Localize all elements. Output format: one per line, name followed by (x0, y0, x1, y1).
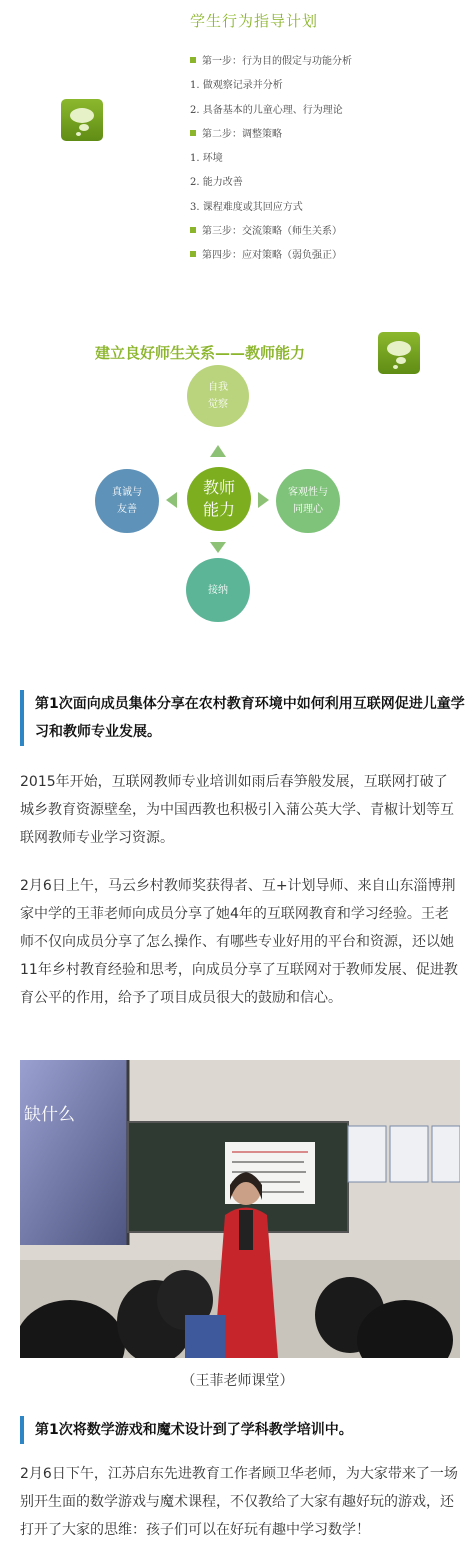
square-bullet-icon (190, 130, 196, 136)
step-label: 1. 做观察记录并分析 (190, 80, 283, 92)
step-item (190, 244, 352, 268)
speech-bubble-icon (61, 99, 103, 141)
circle-label: 教师 (202, 478, 235, 497)
arrow-up-icon (210, 445, 226, 457)
step-item (190, 147, 352, 171)
step-item (190, 123, 352, 147)
slide-title: 建立良好师生关系——教师能力 (95, 344, 306, 362)
slide-behavior-plan (0, 0, 475, 285)
paragraph: 2月6日下午，江苏启东先进教育工作者顾卫华老师，为大家带来了一场别开生面的数学游戏与魔术课程，不仅教给了大家有趣好玩的游戏，还打开了大家的思维：孩子们可以在好玩有趣中学习数学！ (20, 1466, 458, 1538)
circle-teacher-ability (187, 467, 251, 531)
arrow-right-icon (258, 492, 269, 508)
circle-label: 能力 (202, 500, 235, 519)
step-label: 2. 具备基本的儿童心理、行为理论 (190, 104, 343, 116)
circle-acceptance (186, 558, 250, 622)
square-bullet-icon (190, 251, 196, 257)
classroom-photo (20, 1060, 460, 1358)
paragraph: 2015年开始，互联网教师专业培训如雨后春笋般发展，互联网打破了城乡教育资源壁垒，为中国西教也积极引入蒲公英大学、青椒计划等互联网教师专业学习资源。 (20, 774, 454, 846)
step-item (190, 196, 352, 220)
circle-label: 真诚与 (112, 487, 142, 498)
speech-bubble-icon (378, 332, 420, 374)
step-label: 第二步：调整策略 (202, 128, 282, 140)
arrow-left-icon (166, 492, 177, 508)
step-label: 3. 课程难度或其回应方式 (190, 201, 303, 213)
circle-label: 客观性与 (288, 487, 328, 498)
step-label: 2. 能力改善 (190, 177, 243, 189)
step-list (190, 50, 352, 269)
square-bullet-icon (190, 57, 196, 63)
circle-label: 自我 (208, 382, 228, 393)
photo-caption: （王菲老师课堂） (181, 1373, 294, 1389)
slide-title: 学生行为指导计划 (190, 12, 319, 30)
square-bullet-icon (190, 227, 196, 233)
step-item (190, 99, 352, 123)
step-item (190, 50, 352, 74)
projector-text: 缺什么 (24, 1105, 75, 1124)
circle-label: 友善 (117, 504, 137, 515)
circle-label: 接纳 (208, 584, 228, 596)
paragraph: 2月6日上午，马云乡村教师奖获得者、互+计划导师、来自山东淄博荆家中学的王菲老师向成员分享了她4年的互联网教育和学习经验。王老师不仅向成员分享了怎么操作、有哪些专业好用的平台和资源，还以她11年乡村教育经验和思考，向成员分享了互联网对于教师发展、促进教育公平的作用，给予了项目成员很大的鼓励和信心。 (20, 878, 458, 1006)
section-heading: 第1次将数学游戏和魔术设计到了学科教学培训中。 (20, 1416, 475, 1444)
step-item (190, 74, 352, 98)
step-label: 1. 环境 (190, 153, 223, 165)
step-label: 第四步：应对策略（弱负强正） (202, 250, 342, 262)
circle-label: 觉察 (208, 399, 228, 410)
circle-label: 同理心 (293, 504, 323, 515)
step-item (190, 171, 352, 195)
circle-self-awareness (187, 365, 249, 427)
circle-empathy (276, 469, 340, 533)
step-item (190, 220, 352, 244)
slide-teacher-ability (0, 320, 475, 640)
step-label: 第一步：行为目的假定与功能分析 (202, 56, 352, 67)
circle-sincerity (95, 469, 159, 533)
arrow-down-icon (210, 542, 226, 553)
step-label: 第三步：交流策略（师生关系） (202, 226, 342, 238)
section-heading: 第1次面向成员集体分享在农村教育环境中如何利用互联网促进儿童学习和教师专业发展。 (20, 690, 475, 746)
